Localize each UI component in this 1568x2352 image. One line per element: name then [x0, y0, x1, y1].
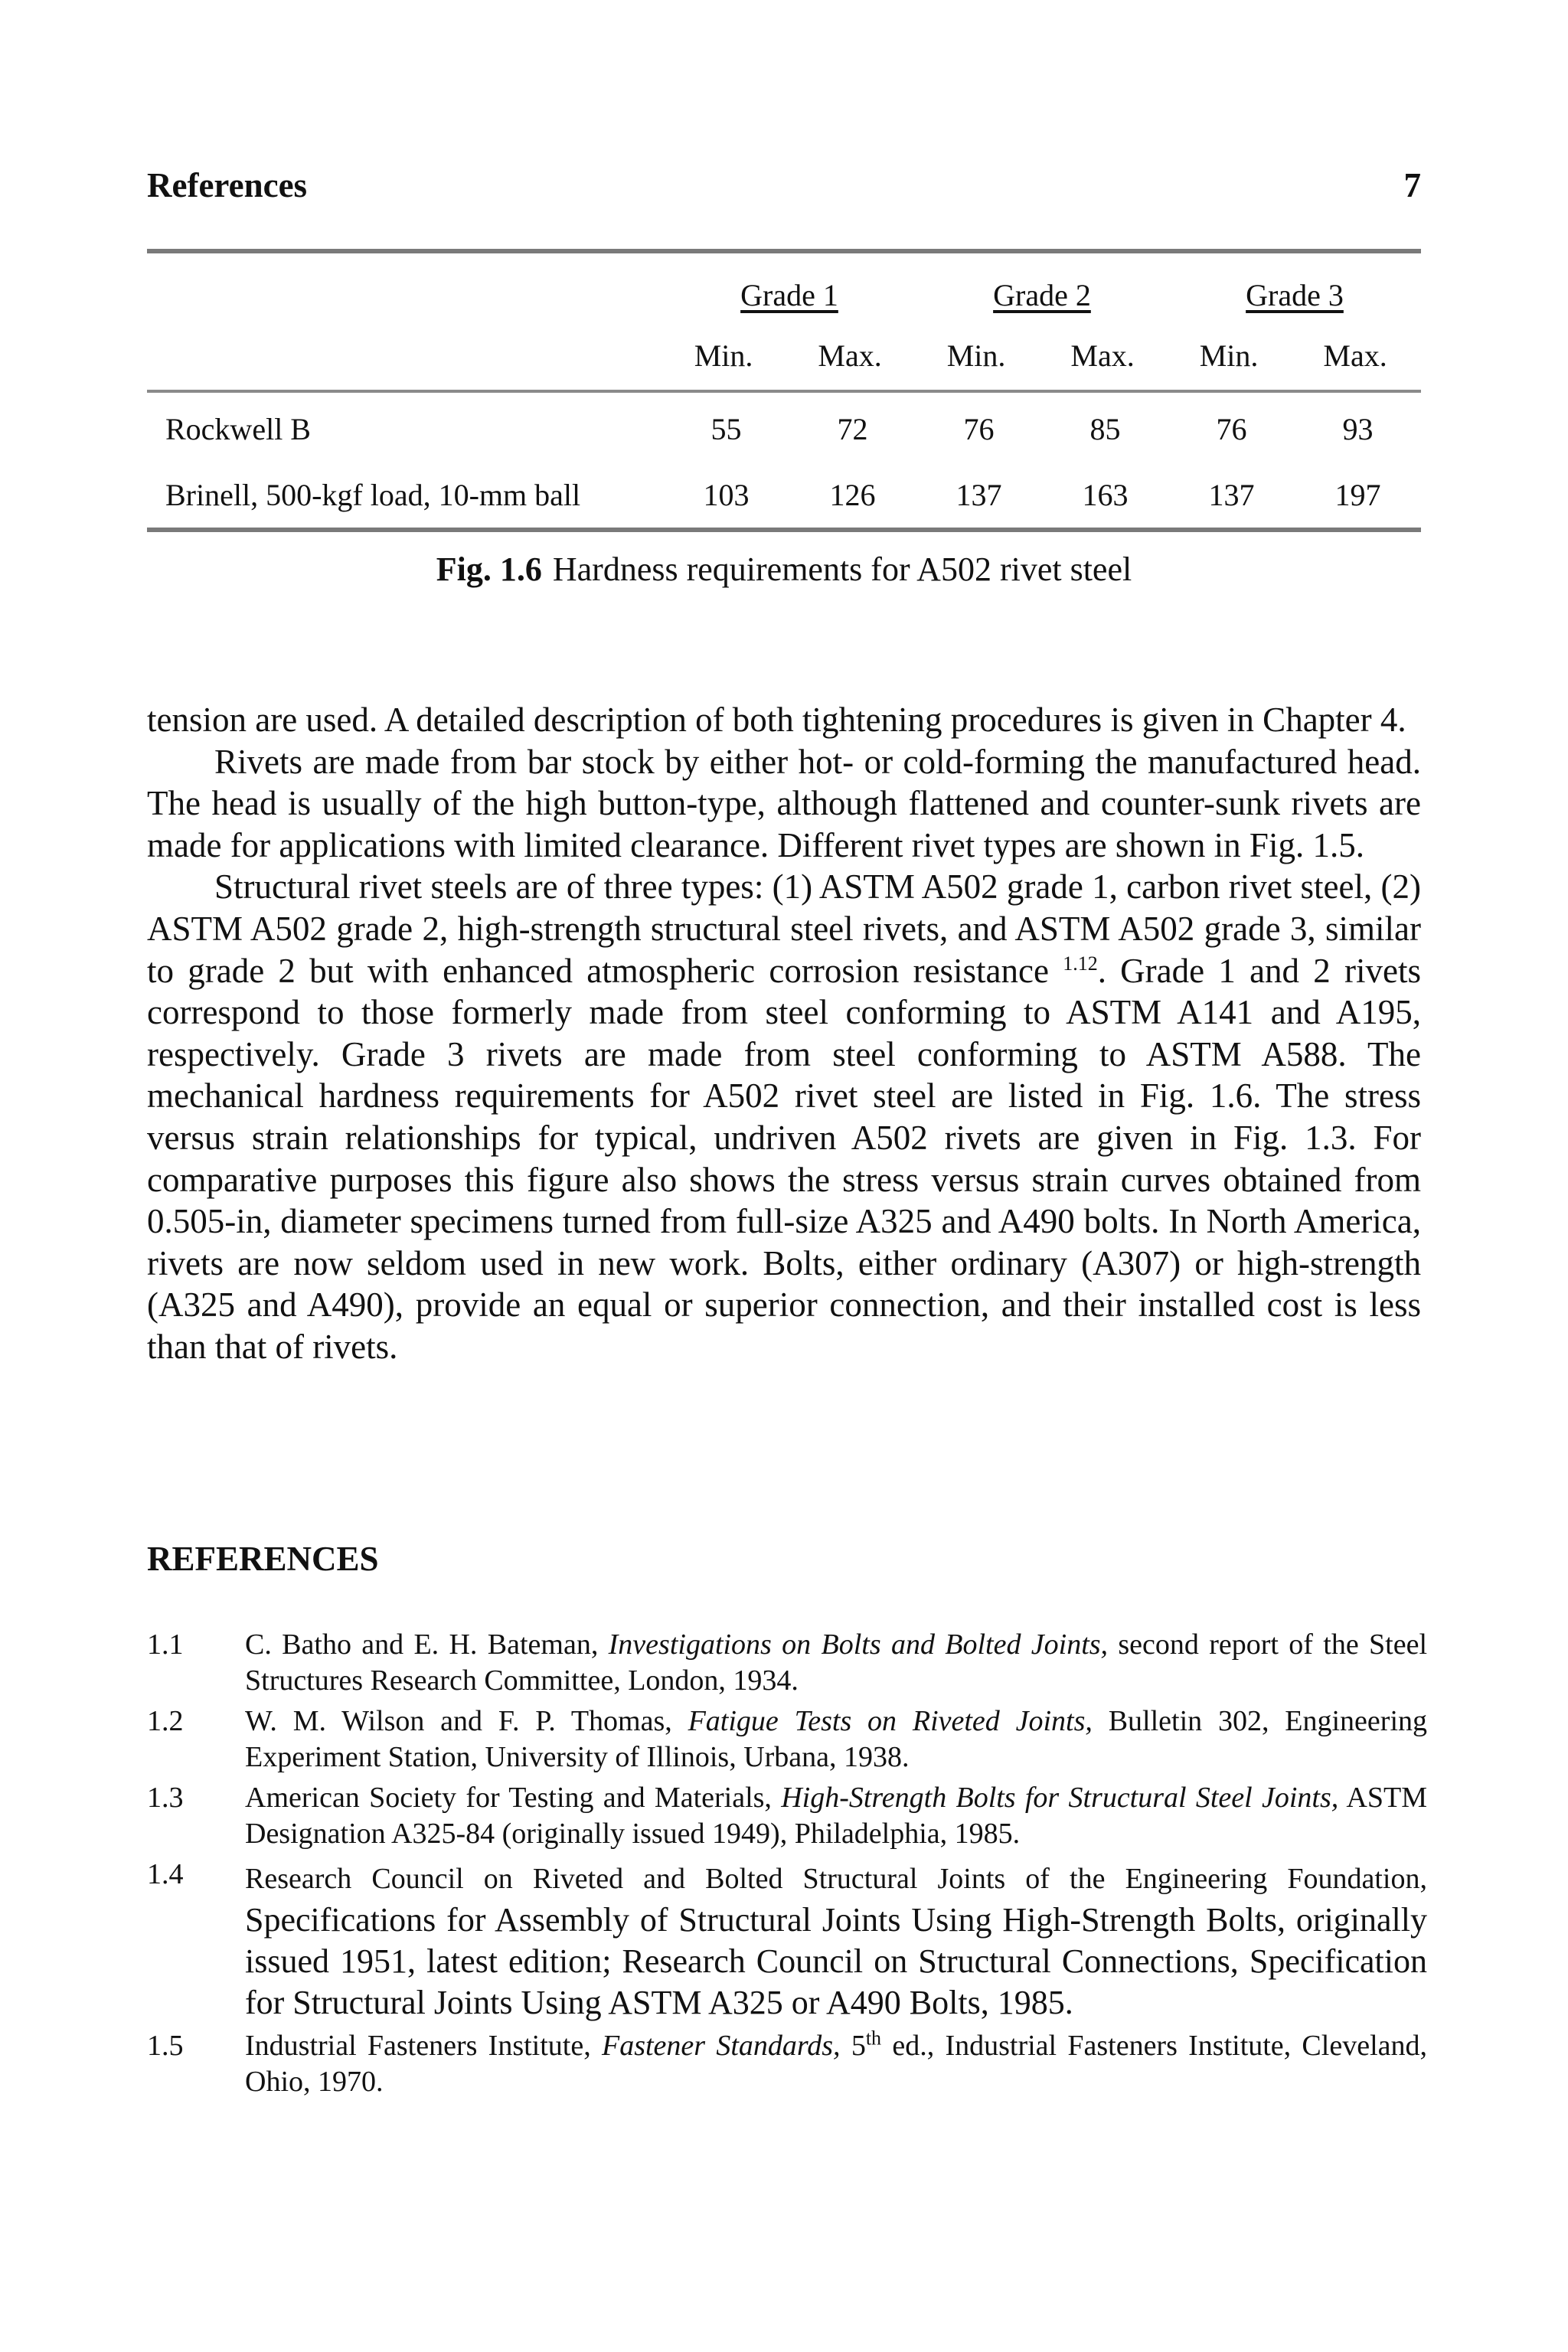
reference-number: 1.1 — [147, 1628, 184, 1661]
hardness-table — [147, 249, 1421, 532]
reference-list — [147, 1627, 1427, 2105]
table-minmax-header-row — [147, 321, 1421, 390]
table-cell: 55 — [710, 411, 742, 446]
table-row — [147, 462, 1421, 528]
reference-number: 1.5 — [147, 2030, 184, 2062]
minmax-header: Min. — [694, 338, 753, 373]
body-text — [147, 699, 1421, 1368]
table-cell: 126 — [829, 477, 876, 512]
reference-title: Investigations on Bolts and Bolted Joints, — [608, 1628, 1109, 1661]
reference-item: 1.1 C. Batho and E. H. Bateman, Investigations on Bolts and Bolted Joints, second report of the Steel Structures Research Committee, London, 1934. — [147, 1627, 1427, 1699]
figure-caption-text: Hardness requirements for A502 rivet steel — [552, 550, 1132, 588]
reference-title: Fatigue Tests on Riveted Joints, — [688, 1705, 1093, 1737]
row-label: Brinell, 500-kgf load, 10-mm ball — [165, 477, 581, 512]
table-cell: 85 — [1089, 411, 1121, 446]
running-head — [147, 165, 1421, 205]
reference-item: 1.5 Industrial Fasteners Institute, Fastener Standards, 5th ed., Industrial Fasteners Institute, Cleveland, Ohio, 1970. — [147, 2028, 1427, 2100]
reference-item: 1.2 W. M. Wilson and F. P. Thomas, Fatigue Tests on Riveted Joints, Bulletin 302, Engineering Experiment Station, University of Illinois, Urbana, 1938. — [147, 1704, 1427, 1775]
table-cell: 197 — [1334, 477, 1381, 512]
paragraph: Rivets are made from bar stock by either hot- or cold-forming the manufactured head. The head is usually of the high button-type, although flattened and counter-sunk rivets are made for applications with limited clearance. Different rivet types are shown in Fig. 1.5. — [147, 742, 1421, 864]
minmax-header: Max. — [818, 338, 882, 373]
table-cell: 137 — [956, 477, 1002, 512]
paragraph: tension are used. A detailed description of both tightening procedures is given in Chapter 4. — [147, 701, 1406, 739]
table-bottom-rule — [147, 528, 1421, 532]
table-cell: 76 — [963, 411, 995, 446]
paragraph-text: Structural rivet steels are of three types: (1) ASTM A502 grade 1, carbon rivet steel, (2) ASTM A502 grade 2, high-strength structural steel rivets, and ASTM A502 grade 3, similar to grade 2 but with enhanced atmospheric corrosion resistance — [147, 867, 1421, 990]
minmax-header: Min. — [946, 338, 1006, 373]
paragraph-text: . Grade 1 and 2 rivets correspond to those formerly made from steel conforming to ASTM A141 and A195, respectively. Grade 3 rivets are made from steel conforming to ASTM A588. The mechanical hardness requirements for A502 rivet steel are listed in Fig. 1.6. The stress versus strain relationships for typical, undriven A502 rivets are given in Fig. 1.3. For comparative purposes this figure also shows the stress versus strain curves obtained from 0.505-in, diameter specimens turned from full-size A325 and A490 bolts. In North America, rivets are now seldom used in new work. Bolts, either ordinary (A307) or high-strength (A325 and A490), provide an equal or superior connection, and their installed cost is less than that of rivets. — [147, 951, 1421, 1366]
paragraph — [147, 866, 1421, 1367]
reference-title: Fastener Standards, — [601, 2030, 841, 2062]
table-cell: 103 — [703, 477, 750, 512]
ordinal-superscript: th — [865, 2027, 882, 2050]
table-cell: 93 — [1342, 411, 1374, 446]
reference-item: 1.4 Research Council on Riveted and Bolted Structural Joints of the Engineering Foundation, Specifications for Assembly of Structural Joints Using High-Strength Bolts, originally issued 1951, latest edition; Research Council on Structural Connections, Specification for Structural Joints Using ASTM A325 or A490 Bolts, 1985. — [147, 1857, 1427, 2024]
reference-number: 1.4 — [147, 1858, 184, 1890]
grade-header: Grade 2 — [993, 278, 1091, 312]
citation-superscript: 1.12 — [1063, 952, 1098, 975]
row-label: Rockwell B — [165, 411, 311, 446]
table-cell: 72 — [837, 411, 868, 446]
reference-number: 1.2 — [147, 1705, 184, 1737]
table-cell: 76 — [1216, 411, 1247, 446]
table-cell: 163 — [1082, 477, 1129, 512]
grade-header: Grade 3 — [1246, 278, 1344, 312]
reference-number: 1.3 — [147, 1782, 184, 1814]
table-row — [147, 393, 1421, 462]
grade-header: Grade 1 — [740, 278, 838, 312]
minmax-header: Max. — [1323, 338, 1387, 373]
table-grade-header-row — [147, 253, 1421, 321]
table-cell: 137 — [1208, 477, 1255, 512]
references-heading: REFERENCES — [147, 1540, 379, 1578]
reference-item: 1.3 American Society for Testing and Materials, High-Strength Bolts for Structural Steel Joints, ASTM Designation A325-84 (originally issued 1949), Philadelphia, 1985. — [147, 1780, 1427, 1852]
running-head-title: References — [147, 166, 308, 204]
page-number: 7 — [1403, 166, 1421, 204]
reference-title: High-Strength Bolts for Structural Steel Joints, — [781, 1782, 1339, 1814]
figure-label: Fig. 1.6 — [436, 550, 542, 588]
figure-caption — [147, 550, 1421, 589]
minmax-header: Max. — [1070, 338, 1135, 373]
minmax-header: Min. — [1199, 338, 1259, 373]
